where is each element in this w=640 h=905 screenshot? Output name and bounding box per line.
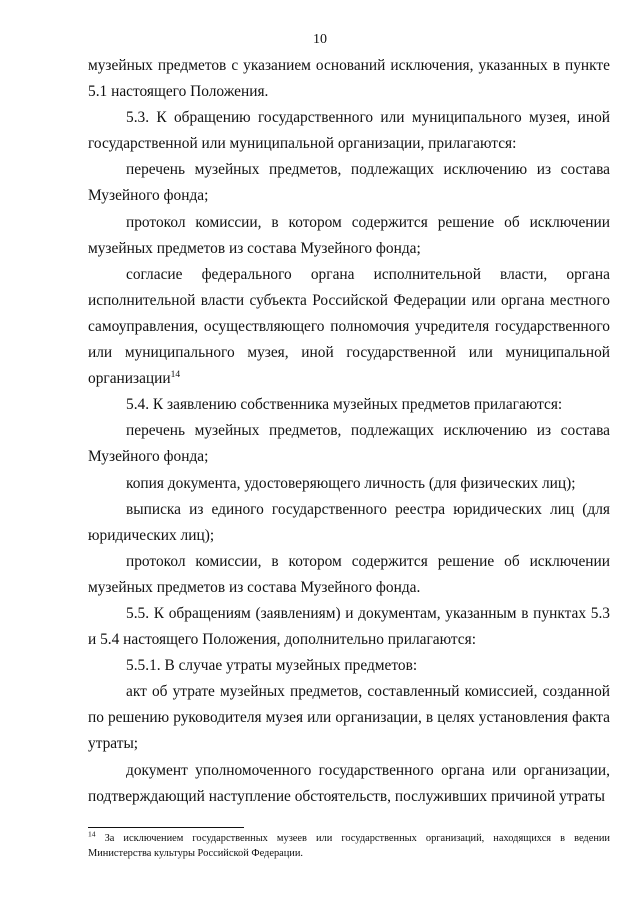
footnote-text: За исключением государственных музеев или государственных организаций, находящихся в ведении Министерства культуры Российской Федерации.: [88, 833, 610, 859]
list-item: перечень музейных предметов, подлежащих исключению из состава Музейного фонда;: [88, 422, 610, 466]
footnote-reference: 14: [170, 370, 181, 380]
list-item: перечень музейных предметов, подлежащих исключению из состава Музейного фонда;: [88, 161, 610, 205]
footnote-divider: [88, 827, 244, 828]
footnote-paragraph: [88, 831, 610, 861]
clause-5-5: 5.5. К обращениям (заявлениям) и документам, указанным в пунктах 5.3 и 5.4 настоящего Положения, дополнительно прилагаются:: [88, 604, 610, 649]
list-item: протокол комиссии, в котором содержится решение об исключении музейных предметов из состава Музейного фонда.: [88, 552, 610, 596]
list-item-with-footnote: [88, 262, 610, 392]
list-item: акт об утрате музейных предметов, составленный комиссией, созданной по решению руководителя музея или организации, в целях установления факта утраты;: [88, 683, 610, 753]
clause-5-4: 5.4. К заявлению собственника музейных предметов прилагаются:: [126, 396, 563, 414]
clause-5-3: 5.3. К обращению государственного или муниципального музея, иной государственной или муниципальной организации, прилагаются:: [88, 109, 610, 153]
list-item: протокол комиссии, в котором содержится решение об исключении музейных предметов из состава Музейного фонда;: [88, 213, 610, 257]
list-item-text: согласие федерального органа исполнительной власти, органа исполнительной власти субъекта Российской Федерации или органа местного самоуправления, осуществляющего полномочия учредителя государственного или муниципального музея, иной государственной или муниципальной организации: [88, 265, 610, 388]
document-body: [88, 53, 610, 810]
clause-5-5-1: 5.5.1. В случае утраты музейных предметов:: [126, 657, 418, 675]
page-number: 10: [313, 32, 327, 47]
list-item: выписка из единого государственного реестра юридических лиц (для юридических лиц);: [88, 500, 610, 544]
footnote-mark: 14: [88, 829, 96, 839]
list-item: документ уполномоченного государственного органа или организации, подтверждающий наступление обстоятельств, послуживших причиной утраты: [88, 761, 610, 805]
paragraph-continuation: музейных предметов с указанием оснований исключения, указанных в пункте 5.1 настоящего Положения.: [88, 57, 610, 101]
footnote: [88, 831, 610, 861]
list-item: копия документа, удостоверяющего личность (для физических лиц);: [126, 474, 576, 492]
